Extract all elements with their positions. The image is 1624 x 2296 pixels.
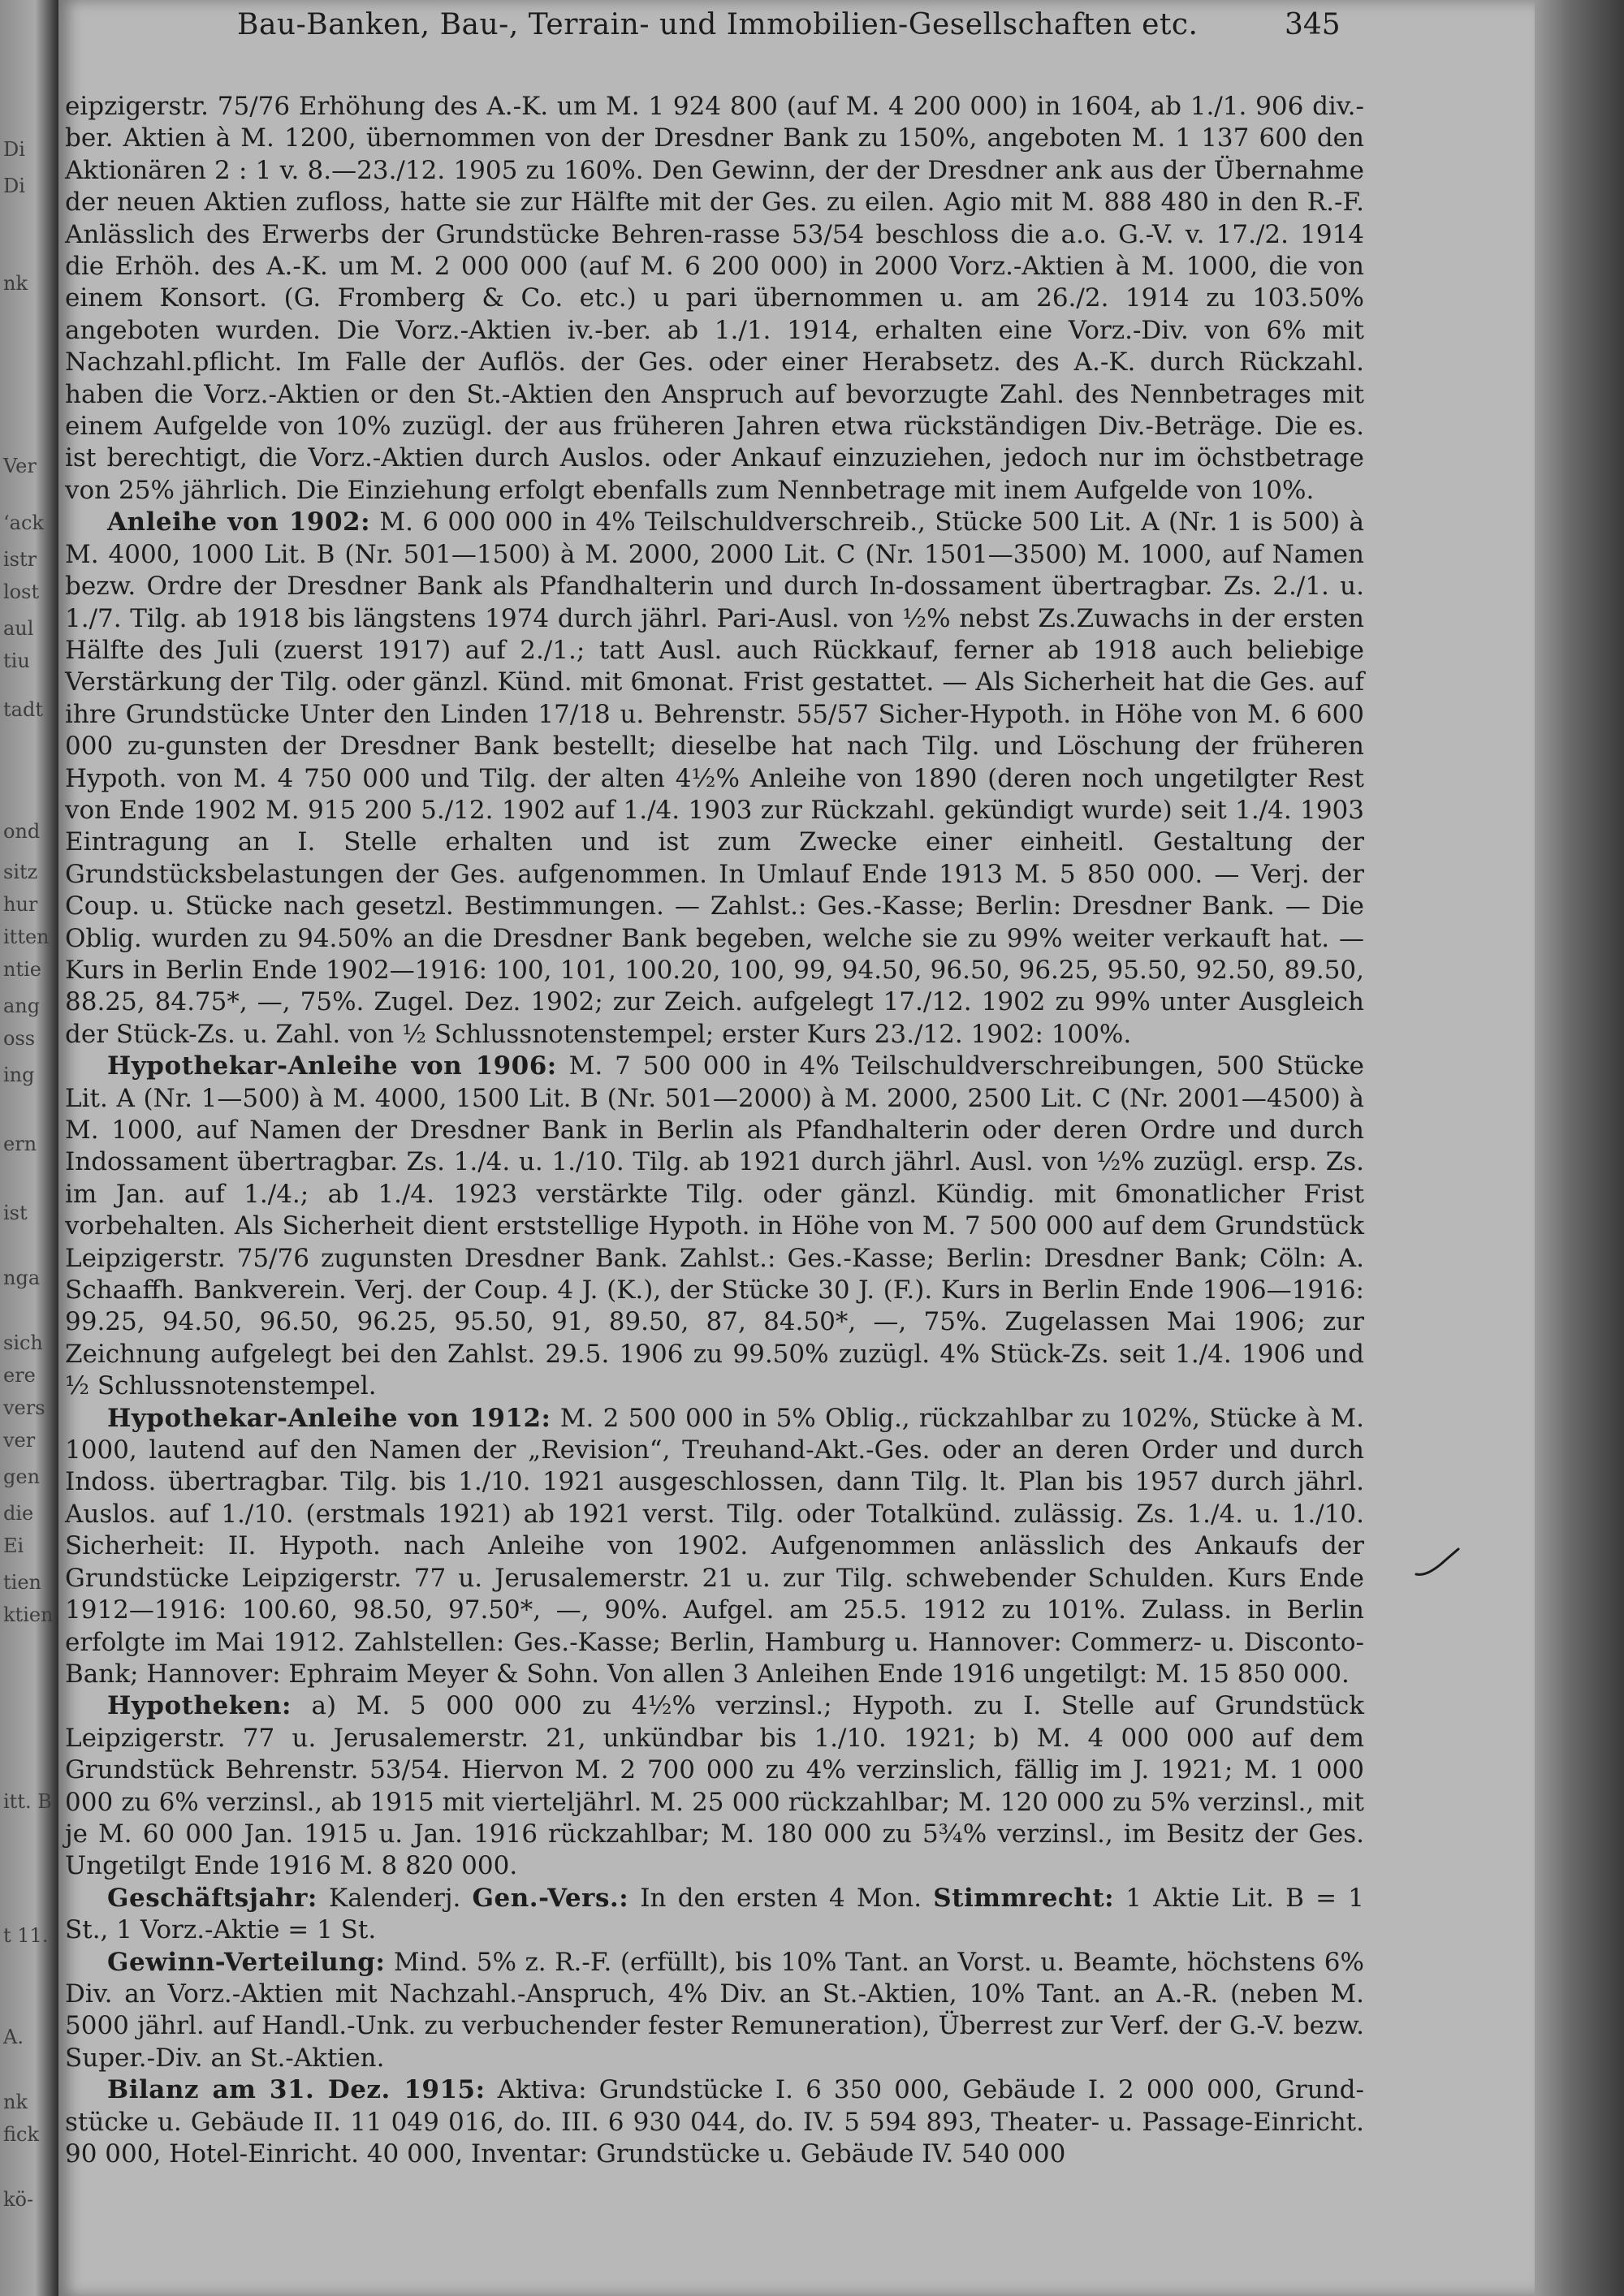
paragraph-text: Mind. 5% z. R.-F. (erfüllt), bis 10% Tant. an Vorst. u. Beamte, höchstens 6% Div. an Vorz.-Aktien mit Nachzahl.-Anspruch, 4% Div. an St.-Aktien, 10% Tant. an A.-R. (neben M. 5000 jährl. auf Handl.-Unk. zu verbuchender fester Remuneration), Überrest zur Verf. der G.-V. bezw. Super.-Div. an St.-Aktien.: [65, 1947, 1364, 2073]
margin-fragment: Di: [3, 138, 25, 161]
margin-fragment: nk: [3, 2091, 28, 2113]
paragraph-geschaeftsjahr: [65, 1883, 1364, 1947]
running-head: Bau-Banken, Bau-, Terrain- und Immobilien-Gesellschaften etc.: [237, 8, 1199, 41]
margin-fragment: sitz: [3, 861, 38, 883]
paragraph-anleihe-1906: [65, 1051, 1364, 1402]
page-header: [58, 8, 1535, 52]
paragraph-heading: Geschäftsjahr:: [107, 1883, 317, 1913]
margin-fragment: Di: [3, 175, 25, 197]
paragraph-heading: Hypothekar-Anleihe von 1912:: [107, 1403, 551, 1433]
paragraph-gewinn-verteilung: [65, 1947, 1364, 2075]
paragraph-text: M. 2 500 000 in 5% Oblig., rückzahlbar zu 102%, Stücke à M. 1000, lautend auf den Namen der „Revision“, Treuhand-Akt.-Ges. oder an deren Order und durch Indoss. übertragbar. Tilg. bis 1./10. 1921 ausgeschlossen, dann Tilg. lt. Plan bis 1957 durch jährl. Auslos. auf 1./10. (erstmals 1921) ab 1921 verst. Tilg. oder Totalkünd. zulässig. Zs. 1./4. u. 1./10. Sicherheit: II. Hypoth. nach Anleihe von 1902. Aufgenommen anlässlich des Ankaufs der Grundstücke Leipzigerstr. 77 u. Jerusalemerstr. 21 u. zur Tilg. schwebender Schulden. Kurs Ende 1912—1916: 100.60, 98.50, 97.50*, —, 90%. Aufgel. am 25.5. 1912 zu 101%. Zulass. in Berlin erfolgte im Mai 1912. Zahlstellen: Ges.-Kasse; Berlin, Hamburg u. Hannover: Commerz- u. Disconto-Bank; Hannover: Ephraim Meyer & Sohn. Von allen 3 Anleihen Ende 1916 ungetilgt: M. 15 850 000.: [65, 1403, 1364, 1689]
document-page: [58, 0, 1535, 2296]
pencil-check-mark-icon: [1413, 1547, 1462, 1579]
paragraph-heading: Bilanz am 31. Dez. 1915:: [107, 2075, 486, 2105]
margin-fragment: itten: [3, 926, 50, 948]
margin-fragment: kö-: [3, 2188, 34, 2211]
facing-page-edge: [0, 0, 58, 2296]
paragraph-text: M. 7 500 000 in 4% Teilschuldverschreibungen, 500 Stücke Lit. A (Nr. 1—500) à M. 4000, 1500 Lit. B (Nr. 501—2000) à M. 2000, 2500 Lit. C (Nr. 2001—4500) à M. 1000, auf Namen der Dresdner Bank in Berlin als Pfandhalterin oder deren Ordre und durch Indossament übertragbar. Zs. 1./4. u. 1./10. Tilg. ab 1921 durch jährl. Ausl. von ½% zuzügl. ersp. Zs. im Jan. auf 1./4.; ab 1./4. 1923 verstärkte Tilg. oder gänzl. Kündig. mit 6monatlicher Frist vorbehalten. Als Sicherheit dient erststellige Hypoth. in Höhe von M. 7 500 000 auf dem Grundstück Leipzigerstr. 75/76 zugunsten Dresdner Bank. Zahlst.: Ges.-Kasse; Berlin: Dresdner Bank; Cöln: A. Schaaffh. Bankverein. Verj. der Coup. 4 J. (K.), der Stücke 30 J. (F.). Kurs in Berlin Ende 1906—1916: 99.25, 94.50, 96.50, 96.25, 95.50, 91, 89.50, 87, 84.50*, —, 75%. Zugelassen Mai 1906; zur Zeichnung aufgelegt bei den Zahlst. 29.5. 1906 zu 99.50% zuzügl. 4% Stück-Zs. seit 1./4. 1906 und ½ Schlussnotenstempel.: [65, 1051, 1365, 1401]
margin-fragment: ktien: [3, 1603, 54, 1626]
paragraph-heading: Hypotheken:: [107, 1691, 292, 1721]
margin-fragment: nk: [3, 272, 28, 295]
paragraph-heading: Gewinn-Verteilung:: [107, 1947, 386, 1977]
paragraph-text: Kalenderj.: [317, 1883, 473, 1913]
margin-fragment: fick: [3, 2123, 39, 2146]
margin-fragment: lost: [3, 580, 40, 603]
margin-fragment: nga: [3, 1267, 41, 1289]
margin-fragment: gen: [3, 1465, 41, 1488]
paragraph-text: In den ersten 4 Mon.: [628, 1883, 934, 1913]
paragraph-heading: Hypothekar-Anleihe von 1906:: [107, 1051, 557, 1081]
body-text: [65, 91, 1364, 2170]
margin-fragment: ntie: [3, 958, 41, 981]
paragraph-text: M. 6 000 000 in 4% Teilschuldverschreib., Stücke 500 Lit. A (Nr. 1 is 500) à M. 4000, 1000 Lit. B (Nr. 501—1500) à M. 2000, 2000 Lit. C (Nr. 1501—3500) M. 1000, auf Namen bezw. Ordre der Dresdner Bank als Pfandhalterin und durch In-dossament übertragbar. Zs. 2./1. u. 1./7. Tilg. ab 1918 bis längstens 1974 durch jährl. Pari-Ausl. von ½% nebst Zs.Zuwachs in der ersten Hälfte des Juli (zuerst 1917) auf 2./1.; tatt Ausl. auch Rückkauf, ferner ab 1918 auch beliebige Verstärkung der Tilg. oder gänzl. Künd. mit 6monat. Frist gestattet. — Als Sicherheit hat die Ges. auf ihre Grundstücke Unter den Linden 17/18 u. Behrenstr. 55/57 Sicher-Hypoth. in Höhe von M. 6 600 000 zu-gunsten der Dresdner Bank bestellt; dieselbe hat nach Tilg. und Löschung der früheren Hypoth. von M. 4 750 000 und Tilg. der alten 4½% Anleihe von 1890 (deren noch ungetilgter Rest von Ende 1902 M. 915 200 5./12. 1902 auf 1./4. 1903 zur Rückzahl. gekündigt wurde) seit 1./4. 1903 Eintragung an I. Stelle erhalten und ist zum Zwecke einer einheitl. Gestaltung der Grundstücksbelastungen der Ges. aufgenommen. In Umlauf Ende 1913 M. 5 850 000. — Verj. der Coup. u. Stücke nach gesetzl. Bestimmungen. — Zahlst.: Ges.-Kasse; Berlin: Dresdner Bank. — Die Oblig. wurden zu 94.50% an die Dresdner Bank begeben, welche sie zu 99% weiter verkauft hat. — Kurs in Berlin Ende 1902—1916: 100, 101, 100.20, 100, 99, 94.50, 96.50, 96.25, 95.50, 92.50, 89.50, 88.25, 84.75*, —, 75%. Zugel. Dez. 1902; zur Zeich. aufgelegt 17./12. 1902 zu 99% unter Ausgleich der Stück-Zs. u. Zahl. von ½ Schlussnotenstempel; erster Kurs 23./12. 1902: 100%.: [65, 507, 1364, 1049]
margin-fragment: ing: [3, 1064, 35, 1086]
page-number: 345: [1285, 8, 1341, 41]
margin-fragment: ver: [3, 1429, 36, 1452]
margin-fragment: vers: [3, 1396, 45, 1419]
margin-fragment: oss: [3, 1027, 36, 1050]
margin-fragment: ern: [3, 1133, 37, 1155]
margin-fragment: ‘ack: [3, 511, 44, 534]
page-edge-shadow: [1535, 0, 1624, 2296]
paragraph-heading: Stimmrecht:: [933, 1883, 1115, 1913]
margin-fragment: tien: [3, 1571, 41, 1594]
margin-fragment: istr: [3, 548, 37, 571]
margin-fragment: tadt: [3, 698, 43, 721]
paragraph-text: eipzigerstr. 75/76 Erhöhung des A.-K. um M. 1 924 800 (auf M. 4 200 000) in 1604, ab 1./1. 906 div.-ber. Aktien à M. 1200, übernommen von der Dresdner Bank zu 150%, angeboten M. 1 137 600 den Aktionären 2 : 1 v. 8.—23./12. 1905 zu 160%. Den Gewinn, der der Dresdner ank aus der Übernahme der neuen Aktien zufloss, hatte sie zur Hälfte mit der Ges. zu eilen. Agio mit M. 888 480 in den R.-F. Anlässlich des Erwerbs der Grundstücke Behren-rasse 53/54 beschloss die a.o. G.-V. v. 17./2. 1914 die Erhöh. des A.-K. um M. 2 000 000 (auf M. 6 200 000) in 2000 Vorz.-Aktien à M. 1000, die von einem Konsort. (G. Fromberg & Co. etc.) u pari übernommen u. am 26./2. 1914 zu 103.50% angeboten wurden. Die Vorz.-Aktien iv.-ber. ab 1./1. 1914, erhalten eine Vorz.-Div. von 6% mit Nachzahl.pflicht. Im Falle der Auflös. der Ges. oder einer Herabsetz. des A.-K. durch Rückzahl. haben die Vorz.-Aktien or den St.-Aktien den Anspruch auf bevorzugte Zahl. des Nennbetrages mit einem Aufgelde von 10% zuzügl. der aus früheren Jahren etwa rückständigen Div.-Beträge. Die es. ist berechtigt, die Vorz.-Aktien durch Auslos. oder Ankauf einzuziehen, jedoch nur im öchstbetrage von 25% jährlich. Die Einziehung erfolgt ebenfalls zum Nennbetrage mit inem Aufgelde von 10%.: [65, 92, 1364, 505]
paragraph-capital-increase: [65, 91, 1364, 507]
margin-fragment: t 11.: [3, 1924, 49, 1947]
margin-fragment: tiu: [3, 650, 30, 672]
paragraph-bilanz: [65, 2074, 1364, 2170]
paragraph-anleihe-1912: [65, 1403, 1364, 1691]
margin-fragment: Ver: [3, 455, 37, 477]
paragraph-text: Aktiva: Grundstücke I. 6 350 000, Gebäude I. 2 000 000, Grund-stücke u. Gebäude II. 11 049 016, do. III. 6 930 044, do. IV. 5 594 893, Theater- u. Passage-Einricht. 90 000, Hotel-Einricht. 40 000, Inventar: Grundstücke u. Gebäude IV. 540 000: [65, 2075, 1364, 2169]
margin-fragment: A.: [3, 2026, 24, 2048]
margin-fragment: hur: [3, 893, 38, 916]
margin-fragment: sich: [3, 1331, 43, 1354]
margin-fragment: itt. B: [3, 1790, 52, 1813]
paragraph-heading: Gen.-Vers.:: [472, 1883, 629, 1913]
paragraph-heading: Anleihe von 1902:: [107, 507, 371, 537]
margin-fragment: Ei: [3, 1534, 24, 1557]
paragraph-anleihe-1902: [65, 507, 1364, 1051]
margin-fragment: ist: [3, 1202, 28, 1224]
paragraph-text: a) M. 5 000 000 zu 4½% verzinsl.; Hypoth. zu I. Stelle auf Grundstück Leipzigerstr. 77 u. Jerusalemerstr. 21, unkündbar bis 1./10. 1921; b) M. 4 000 000 auf dem Grundstück Behrenstr. 53/54. Hiervon M. 2 700 000 zu 4% verzinslich, fällig im J. 1921; M. 1 000 000 zu 6% verzinsl., ab 1915 mit vierteljährl. M. 25 000 rückzahlbar; M. 120 000 zu 5% verzinsl., mit je M. 60 000 Jan. 1915 u. Jan. 1916 rückzahlbar; M. 180 000 zu 5¾% verzinsl., im Besitz der Ges. Ungetilgt Ende 1916 M. 8 820 000.: [65, 1691, 1364, 1881]
margin-fragment: aul: [3, 617, 34, 640]
margin-fragment: ang: [3, 995, 41, 1017]
margin-fragment: die: [3, 1502, 34, 1525]
margin-fragment: ond: [3, 820, 41, 843]
margin-fragment: ere: [3, 1364, 36, 1387]
paragraph-hypotheken: [65, 1690, 1364, 1882]
paragraph-text: 1 Aktie Lit. B = 1 St., 1 Vorz.-Aktie = 1 St.: [65, 1883, 1364, 1945]
